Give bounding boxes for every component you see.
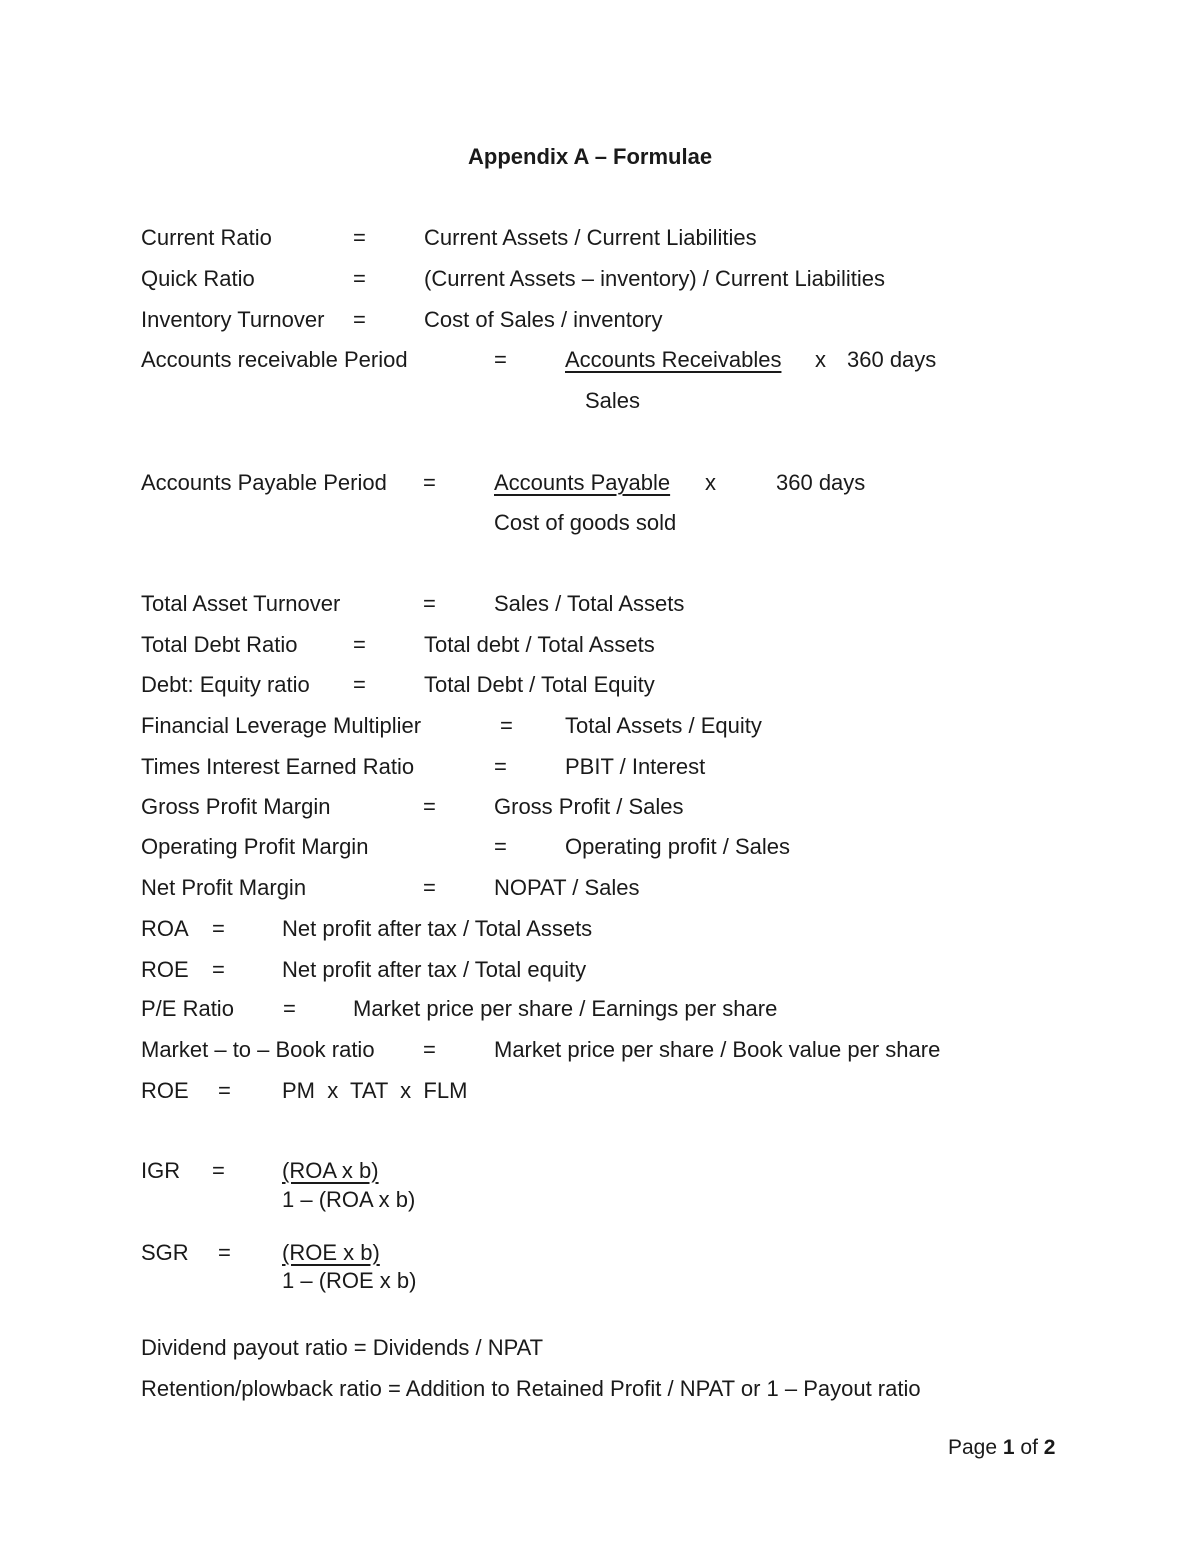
page-current: 1 [1002,1436,1015,1459]
tie-formula: PBIT / Interest [565,754,706,779]
flm-label: Financial Leverage Multiplier [141,713,422,738]
gpm-label: Gross Profit Margin [141,794,331,819]
equals-sign: = [353,266,366,291]
equals-sign: = [218,1240,231,1265]
page-of-word: of [1014,1436,1044,1459]
roa-formula: Net profit after tax / Total Assets [282,916,593,941]
total-asset-turnover-label: Total Asset Turnover [141,591,341,616]
roa-label: ROA [141,916,189,941]
ap-period-label: Accounts Payable Period [141,470,387,495]
times-sign: x [705,470,716,495]
equals-sign: = [353,672,366,697]
ar-period-numerator: Accounts Receivables [565,347,782,372]
sgr-label: SGR [141,1240,189,1265]
ar-period-multiplier: 360 days [847,347,937,372]
igr-numerator: (ROA x b) [282,1158,379,1183]
equals-sign: = [212,1158,225,1183]
equals-sign: = [212,916,225,941]
debt-equity-label: Debt: Equity ratio [141,672,310,697]
equals-sign: = [423,591,436,616]
inventory-turnover-label: Inventory Turnover [141,307,325,332]
equals-sign: = [218,1078,231,1103]
ar-period-denominator: Sales [585,388,641,413]
ar-period-label: Accounts receivable Period [141,347,408,372]
equals-sign: = [353,307,366,332]
page-word: Page [948,1436,1003,1459]
current-ratio-formula: Current Assets / Current Liabilities [424,225,757,250]
page-title: Appendix A – Formulae [468,144,713,169]
total-debt-ratio-formula: Total debt / Total Assets [424,632,655,657]
quick-ratio-formula: (Current Assets – inventory) / Current Liabilities [424,266,885,291]
total-asset-turnover-formula: Sales / Total Assets [494,591,685,616]
roe-formula: Net profit after tax / Total equity [282,957,587,982]
equals-sign: = [353,225,366,250]
opm-label: Operating Profit Margin [141,834,369,859]
inventory-turnover-formula: Cost of Sales / inventory [424,307,663,332]
equals-sign: = [494,347,507,372]
npm-label: Net Profit Margin [141,875,307,900]
equals-sign: = [494,754,507,779]
equals-sign: = [500,713,513,738]
equals-sign: = [423,875,436,900]
pe-label: P/E Ratio [141,996,234,1021]
pe-formula: Market price per share / Earnings per share [353,996,778,1021]
roe-dupont-label: ROE [141,1078,189,1103]
equals-sign: = [353,632,366,657]
equals-sign: = [423,470,436,495]
retention-ratio: Retention/plowback ratio = Addition to Retained Profit / NPAT or 1 – Payout ratio [141,1376,921,1401]
quick-ratio-label: Quick Ratio [141,266,255,291]
gpm-formula: Gross Profit / Sales [494,794,684,819]
dividend-payout-ratio: Dividend payout ratio = Dividends / NPAT [141,1335,544,1360]
sgr-numerator: (ROE x b) [282,1240,380,1265]
roe-dupont-formula: PM x TAT x FLM [282,1078,468,1103]
equals-sign: = [494,834,507,859]
page-total: 2 [1043,1436,1056,1459]
opm-formula: Operating profit / Sales [565,834,791,859]
ap-period-numerator: Accounts Payable [494,470,671,495]
npm-formula: NOPAT / Sales [494,875,640,900]
tie-label: Times Interest Earned Ratio [141,754,415,779]
mtb-formula: Market price per share / Book value per share [494,1037,941,1062]
sgr-denominator: 1 – (ROE x b) [282,1268,417,1293]
debt-equity-formula: Total Debt / Total Equity [424,672,655,697]
equals-sign: = [283,996,296,1021]
times-sign: x [815,347,826,372]
current-ratio-label: Current Ratio [141,225,272,250]
ap-period-denominator: Cost of goods sold [494,510,677,535]
roe-label: ROE [141,957,189,982]
ap-period-multiplier: 360 days [776,470,866,495]
flm-formula: Total Assets / Equity [565,713,762,738]
igr-label: IGR [141,1158,181,1183]
equals-sign: = [212,957,225,982]
total-debt-ratio-label: Total Debt Ratio [141,632,298,657]
equals-sign: = [423,1037,436,1062]
igr-denominator: 1 – (ROA x b) [282,1187,416,1212]
page-number [948,1437,1055,1458]
mtb-label: Market – to – Book ratio [141,1037,375,1062]
equals-sign: = [423,794,436,819]
